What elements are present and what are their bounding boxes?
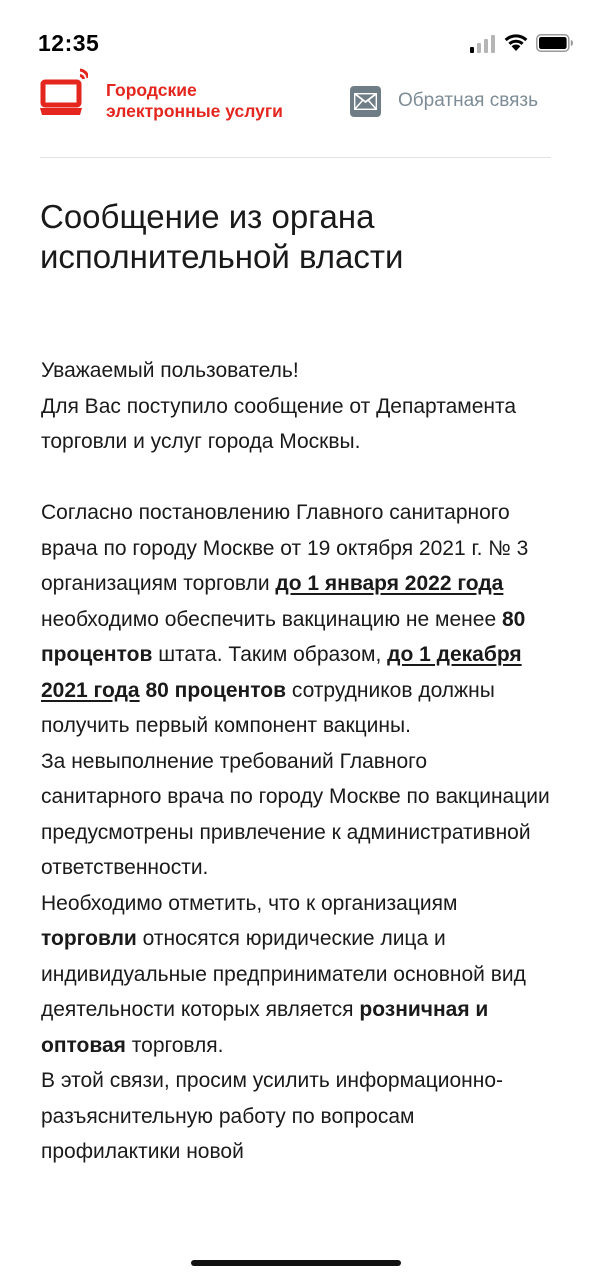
paragraph-spacer	[41, 460, 551, 496]
retail-wholesale-emphasis: розничная и оптовая	[41, 998, 489, 1057]
logo-text	[106, 80, 283, 122]
header-divider	[40, 157, 551, 158]
status-time: 12:35	[38, 30, 100, 56]
trade-text: торговля.	[125, 1033, 224, 1057]
signal-icon	[470, 35, 496, 53]
title-line2: исполнительной власти	[40, 238, 404, 275]
mail-icon	[350, 86, 381, 117]
message-body	[41, 353, 551, 1170]
page-title	[40, 197, 560, 277]
status-bar	[0, 0, 591, 70]
trade-text: Необходимо отметить, что к организациям	[41, 891, 458, 915]
decree-text: сотрудников должны получить первый компонент вакцины.	[41, 678, 495, 737]
message-intro: Для Вас поступило сообщение от Департамента торговли и услуг города Москвы.	[41, 394, 517, 453]
logo-line1: Городские	[106, 80, 197, 100]
title-line1: Сообщение из органа	[40, 198, 375, 235]
deadline-december: до 1 декабря 2021 года	[41, 643, 522, 702]
trade-text: относятся юридические лица и индивидуальные предприниматели основной вид деятельности которых является	[41, 927, 526, 1021]
home-indicator[interactable]	[191, 1260, 401, 1266]
decree-text: необходимо обеспечить вакцинацию не менее	[41, 607, 502, 631]
decree-text: Согласно постановлению Главного санитарного врача по городу Москве от 19 октября 2021 г. № 3 организациям торговли	[41, 501, 529, 595]
logo-line2: электронные услуги	[106, 101, 283, 121]
feedback-label: Обратная связь	[398, 90, 538, 111]
request-paragraph: В этой связи, просим усилить информационно-разъяснительную работу по вопросам профилактики новой	[41, 1069, 504, 1163]
decree-paragraph	[41, 495, 551, 744]
feedback-link[interactable]	[350, 84, 555, 120]
wifi-icon	[503, 32, 529, 52]
laptop-broadcast-icon	[40, 68, 88, 120]
logo-link[interactable]	[40, 66, 320, 126]
decree-text: штата. Таким образом,	[152, 643, 388, 666]
greeting: Уважаемый пользователь!	[41, 359, 299, 382]
trade-definition-paragraph	[41, 886, 551, 1064]
trade-emphasis: торговли	[41, 927, 137, 950]
site-header	[40, 66, 551, 136]
percent-emphasis: 80 процентов	[145, 678, 286, 702]
deadline-january: до 1 января 2022 года	[275, 572, 504, 595]
liability-paragraph: За невыполнение требований Главного санитарного врача по городу Москве по вакцинации предусмотрены привлечение к административной ответственности.	[41, 749, 550, 879]
battery-icon	[536, 34, 574, 52]
percent-emphasis: 80 процентов	[41, 607, 526, 666]
